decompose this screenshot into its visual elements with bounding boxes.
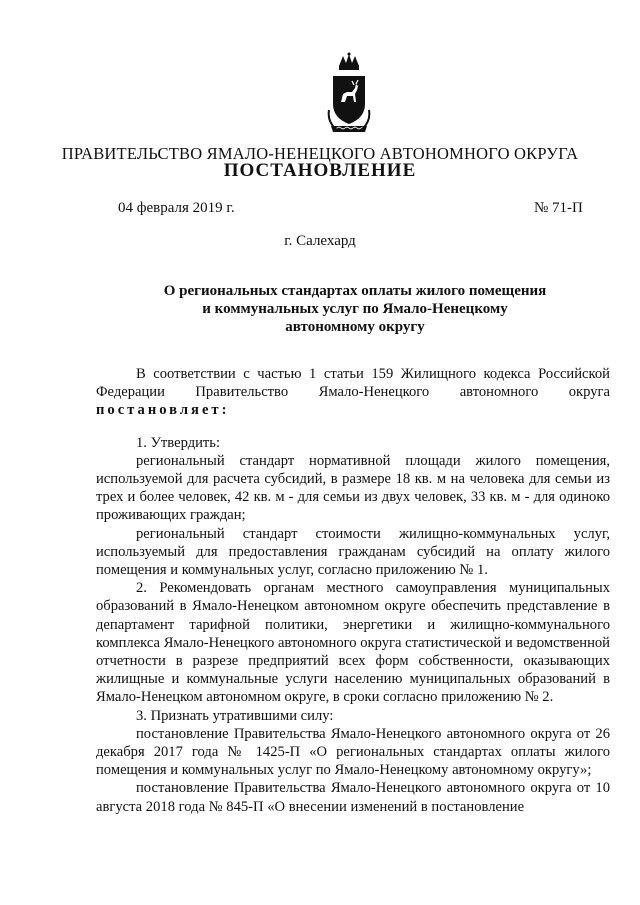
organization-name: ПРАВИТЕЛЬСТВО ЯМАЛО-НЕНЕЦКОГО АВТОНОМНОГО ОКРУГА <box>61 144 579 163</box>
item3-paragraph-a: постановление Правительства Ямало-Ненецкого автономного округа от 26 декабря 2017 года № 1425-П «О региональных стандартах оплаты жилого помещения и коммунальных услуг по Ямало-Ненецкому автономному округу»; <box>96 725 610 779</box>
title-line: и коммунальных услуг по Ямало-Ненецкому <box>202 301 508 317</box>
preamble-paragraph <box>96 365 610 420</box>
document-body <box>96 365 610 816</box>
document-type: ПОСТАНОВЛЕНИЕ <box>223 160 417 181</box>
document-number: № 71-П <box>534 200 583 216</box>
item1-paragraph-a: региональный стандарт нормативной площади жилого помещения, используемой для расчета субсидий, в размере 18 кв. м на человека для семьи из трех и более человек, 42 кв. м - для семьи из двух человек, 33 кв. м - для одиноко проживающих граждан; <box>96 452 610 524</box>
item1-paragraph-b: региональный стандарт стоимости жилищно-коммунальных услуг, используемый для предоставления гражданам субсидий на оплату жилого помещения и коммунальных услуг, согласно приложению № 1. <box>96 525 610 579</box>
title-line: автономному округу <box>285 319 425 335</box>
title-line: О региональных стандартах оплаты жилого помещения <box>163 283 547 299</box>
document-date: 04 февраля 2019 г. <box>118 200 235 216</box>
preamble-action: постановляет: <box>96 402 230 419</box>
document-city: г. Салехард <box>284 233 356 249</box>
document-title <box>160 282 550 336</box>
item2-paragraph: 2. Рекомендовать органам местного самоуправления муниципальных образований в Ямало-Ненецком автономном округе обеспечить представление в департамент тарифной политики, энергетики и жилищно-коммунального комплекса Ямало-Ненецкого автономного округа статистической и ведомственной отчетности в разрезе предприятий всех форм собственности, оказывающих жилищные и коммунальные услуги населению муниципальных образований в Ямало-Ненецком автономном округе, в сроки согласно приложению № 2. <box>96 580 610 706</box>
item3-paragraph-b: постановление Правительства Ямало-Ненецкого автономного округа от 10 августа 2018 года № 845-П «О внесении изменений в постановление <box>96 780 610 815</box>
item3-heading: 3. Признать утратившими силу: <box>136 707 334 724</box>
preamble-text: В соответствии с частью 1 статьи 159 Жилищного кодекса Российской Федерации Правительство Ямало-Ненецкого автономного округа <box>96 366 610 401</box>
item1-heading: 1. Утвердить: <box>136 434 221 451</box>
coat-of-arms-icon <box>325 52 373 140</box>
